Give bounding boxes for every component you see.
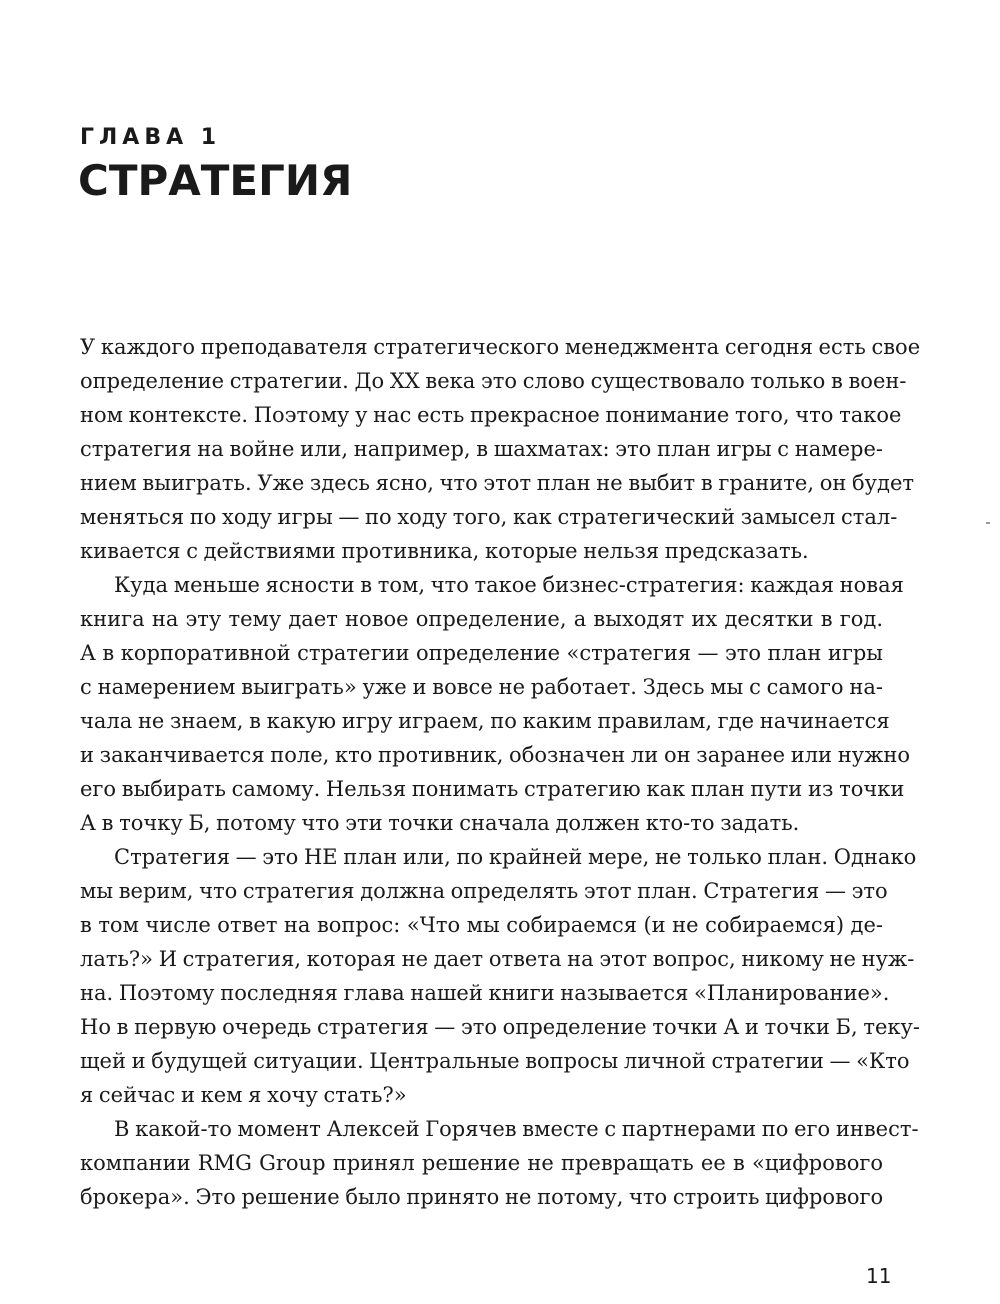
text-line: Стратегия — это НЕ план или, по крайней мере, не только план. Однако: [114, 845, 917, 869]
text-line: А в корпоративной стратегии определение «стратегия — это план игры: [80, 641, 883, 665]
text-line: А в точку Б, потому что эти точки сначала должен кто-то задать.: [80, 811, 800, 835]
text-line: В какой-то момент Алексей Горячев вместе с партнерами по его инвест-: [114, 1117, 919, 1141]
chapter-label: ГЛАВА 1: [80, 125, 222, 150]
text-line: лать?» И стратегия, которая не дает ответа на этот вопрос, никому не нуж-: [80, 947, 915, 971]
page-number: 11: [866, 1264, 892, 1288]
text-line: определение стратегии. До XX века это слово существовало только в воен-: [80, 369, 907, 393]
text-line: Но в первую очередь стратегия — это определение точки А и точки Б, теку-: [80, 1015, 920, 1039]
scan-mark: [986, 522, 990, 524]
text-line: с намерением выиграть» уже и вовсе не работает. Здесь мы с самого на-: [80, 675, 883, 699]
text-line: ном контексте. Поэтому у нас есть прекрасное понимание того, что такое: [80, 403, 902, 427]
text-line: У каждого преподавателя стратегического менеджмента сегодня есть свое: [80, 335, 921, 359]
text-line: я сейчас и кем я хочу стать?»: [80, 1083, 407, 1107]
text-line: мы верим, что стратегия должна определять этот план. Стратегия — это: [80, 879, 888, 903]
text-line: его выбирать самому. Нельзя понимать стратегию как план пути из точки: [80, 777, 905, 801]
text-line: нием выиграть. Уже здесь ясно, что этот план не выбит в граните, он будет: [80, 471, 914, 495]
text-line: брокера». Это решение было принято не потому, что строить цифрового: [80, 1185, 884, 1209]
text-line: на. Поэтому последняя глава нашей книги называется «Планирование».: [80, 981, 890, 1005]
chapter-title: СТРАТЕГИЯ: [78, 156, 353, 205]
text-line: меняться по ходу игры — по ходу того, как стратегический замысел стал-: [80, 505, 898, 529]
text-line: Куда меньше ясности в том, что такое бизнес-стратегия: каждая новая: [114, 573, 904, 597]
text-line: чала не знаем, в какую игру играем, по каким правилам, где начинается: [80, 709, 890, 733]
text-line: щей и будущей ситуации. Центральные вопросы личной стратегии — «Кто: [80, 1049, 910, 1073]
text-line: кивается с действиями противника, которые нельзя предсказать.: [80, 539, 809, 563]
text-line: компании RMG Group принял решение не превращать ее в «цифрового: [80, 1151, 883, 1175]
text-line: книга на эту тему дает новое определение, а выходят их десятки в год.: [80, 607, 883, 631]
text-line: и заканчивается поле, кто противник, обозначен ли он заранее или нужно: [80, 743, 911, 767]
text-line: в том числе ответ на вопрос: «Что мы собираемся (и не собираемся) де-: [80, 913, 883, 937]
body-text: [80, 330, 921, 1214]
text-line: стратегия на войне или, например, в шахматах: это план игры с намере-: [80, 437, 883, 461]
